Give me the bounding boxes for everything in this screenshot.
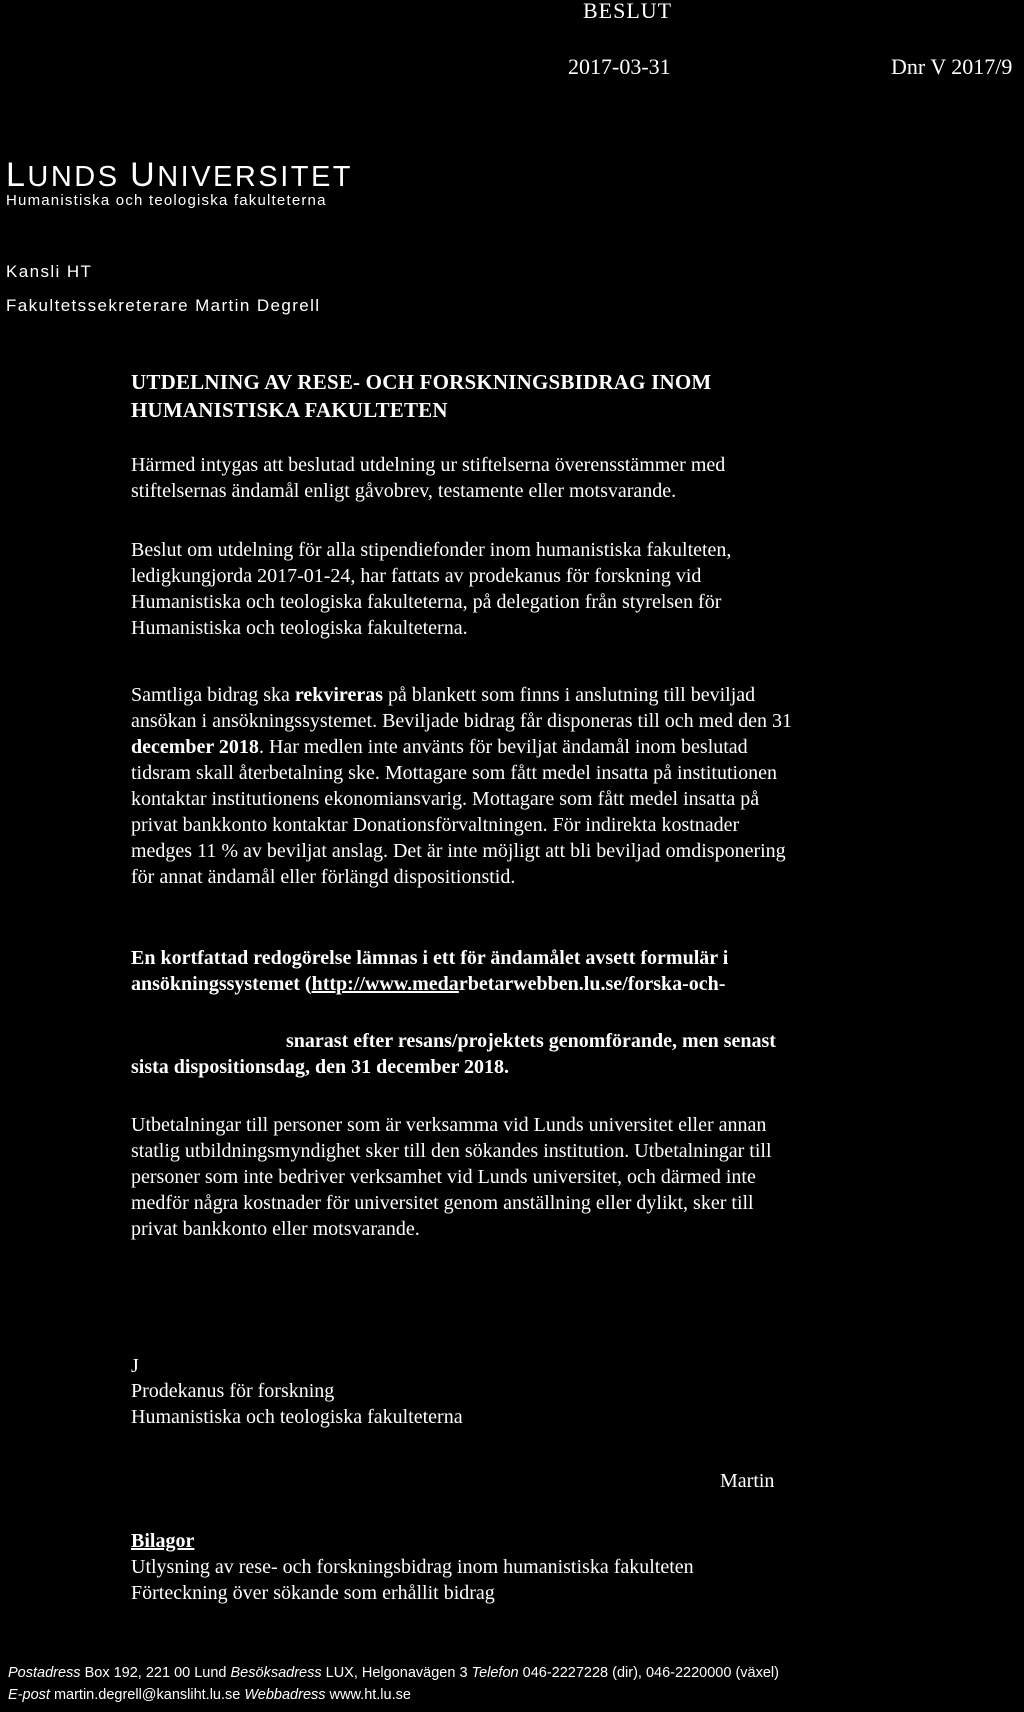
sender-office: Kansli HT xyxy=(6,262,93,281)
heading-line-1: UTDELNING AV RESE- OCH FORSKNINGSBIDRAG INOM xyxy=(131,370,712,394)
paragraph-requisition xyxy=(131,682,961,890)
paragraph-line: En kortfattad redogörelse lämnas i ett för ändamålet avsett formulär i xyxy=(131,947,729,969)
university-name-part-1: UNDS xyxy=(27,161,131,193)
paragraph-line: kontaktar institutionens ekonomiansvarig. Mottagare som fått medel insatta på xyxy=(131,788,760,810)
paragraph-report-deadline xyxy=(131,1028,961,1080)
bold-text-run: december 2018 xyxy=(131,736,259,758)
signatory-faculty: Humanistiska och teologiska fakulteterna xyxy=(131,1406,463,1428)
attachment-item: Förteckning över sökande som erhållit bidrag xyxy=(131,1582,495,1604)
university-name-part-2: NIVERSITET xyxy=(157,161,354,193)
footer-web-value: www.ht.lu.se xyxy=(329,1687,411,1703)
secretary-name: Martin xyxy=(720,1470,775,1492)
footer-postal-label: Postadress xyxy=(8,1665,81,1681)
footer-phone-value: 046-2227228 (dir), 046-2220000 (växel) xyxy=(522,1665,779,1681)
signature-initial: J xyxy=(131,1355,139,1377)
paragraph-line: personer som inte bedriver verksamhet vid Lunds universitet, och därmed inte xyxy=(131,1166,756,1188)
paragraph-line: privat bankkonto eller motsvarande. xyxy=(131,1218,420,1240)
paragraph-line xyxy=(131,682,961,708)
attachments-heading: Bilagor xyxy=(131,1530,195,1552)
paragraph-line: Humanistiska och teologiska fakulteterna, på delegation från styrelsen för xyxy=(131,591,722,613)
paragraph-line: medför några kostnader för universitet genom anställning eller dylikt, sker till xyxy=(131,1192,754,1214)
footer-visit-value: LUX, Helgonavägen 3 xyxy=(325,1665,468,1681)
document-registration-number: Dnr V 2017/9 xyxy=(891,54,1013,79)
link-text-underlined: http://www.meda xyxy=(311,973,459,995)
footer-web-label: Webbadress xyxy=(244,1687,326,1703)
footer-email-label: E-post xyxy=(8,1687,50,1703)
sender-person: Fakultetssekreterare Martin Degrell xyxy=(6,296,321,315)
text-run: . Har medlen inte använts för beviljat ändamål inom beslutad xyxy=(258,736,748,758)
paragraph-line xyxy=(131,734,961,760)
university-name-initial-u: U xyxy=(130,156,158,194)
text-run: ansökningssystemet ( xyxy=(131,973,312,995)
paragraph-line: snarast efter resans/projektets genomförande, men senast xyxy=(286,1030,776,1052)
paragraph-line: Utbetalningar till personer som är verksamma vid Lunds universitet eller annan xyxy=(131,1114,767,1136)
footer-phone-label: Telefon xyxy=(471,1665,519,1681)
bold-text-run: rekvireras xyxy=(294,684,383,706)
text-run: på blankett som finns i anslutning till beviljad xyxy=(382,684,756,706)
paragraph-line: ansökan i ansökningssystemet. Beviljade bidrag får disponeras till och med den 31 xyxy=(131,710,792,732)
paragraph-line: statlig utbildningsmyndighet sker till den sökandes institution. Utbetalningar till xyxy=(131,1140,772,1162)
footer-email-value: martin.degrell@kansliht.lu.se xyxy=(53,1687,241,1703)
signatory-title: Prodekanus för forskning xyxy=(131,1380,335,1402)
paragraph-line: stiftelsernas ändamål enligt gåvobrev, testamente eller motsvarande. xyxy=(131,480,677,502)
paragraph-line xyxy=(131,971,961,997)
university-name-initial-l: L xyxy=(6,156,28,194)
paragraph-line: Beslut om utdelning för alla stipendiefonder inom humanistiska fakulteten, xyxy=(131,539,732,561)
paragraph-line: privat bankkonto kontaktar Donationsförvaltningen. För indirekta kostnader xyxy=(131,814,740,836)
paragraph-line: Härmed intygas att beslutad utdelning ur stiftelserna överensstämmer med xyxy=(131,454,726,476)
attachment-item: Utlysning av rese- och forskningsbidrag inom humanistiska fakulteten xyxy=(131,1556,694,1578)
link-text: rbetarwebben.lu.se/forska-och- xyxy=(458,973,726,995)
footer-contact-line-2 xyxy=(8,1687,411,1703)
paragraph-line: Humanistiska och teologiska fakulteterna. xyxy=(131,617,468,639)
paragraph-line: medges 11 % av beviljat anslag. Det är inte möjligt att bli beviljad omdisponering xyxy=(131,840,786,862)
footer-visit-label: Besöksadress xyxy=(230,1665,322,1681)
document-type: BESLUT xyxy=(583,0,673,23)
paragraph-payments xyxy=(131,1112,961,1242)
paragraph-line: för annat ändamål eller förlängd dispositionstid. xyxy=(131,866,516,888)
heading-line-2: HUMANISTISKA FAKULTETEN xyxy=(131,398,448,422)
footer-contact-line-1 xyxy=(8,1665,779,1681)
paragraph-certification xyxy=(131,452,961,504)
text-run: Samtliga bidrag ska xyxy=(131,684,295,706)
paragraph-decision xyxy=(131,537,961,641)
paragraph-line: ledigkungjorda 2017-01-24, har fattats av prodekanus för forskning vid xyxy=(131,565,702,587)
paragraph-line: tidsram skall återbetalning ske. Mottagare som fått medel insatta på institutionen xyxy=(131,762,777,784)
paragraph-report-requirement xyxy=(131,945,961,997)
document-heading xyxy=(131,368,961,424)
footer-postal-value: Box 192, 221 00 Lund xyxy=(84,1665,227,1681)
paragraph-line: sista dispositionsdag, den 31 december 2018. xyxy=(131,1056,510,1078)
document-date: 2017-03-31 xyxy=(568,54,671,79)
faculty-name: Humanistiska och teologiska fakulteterna xyxy=(6,192,327,209)
university-name xyxy=(6,156,353,195)
